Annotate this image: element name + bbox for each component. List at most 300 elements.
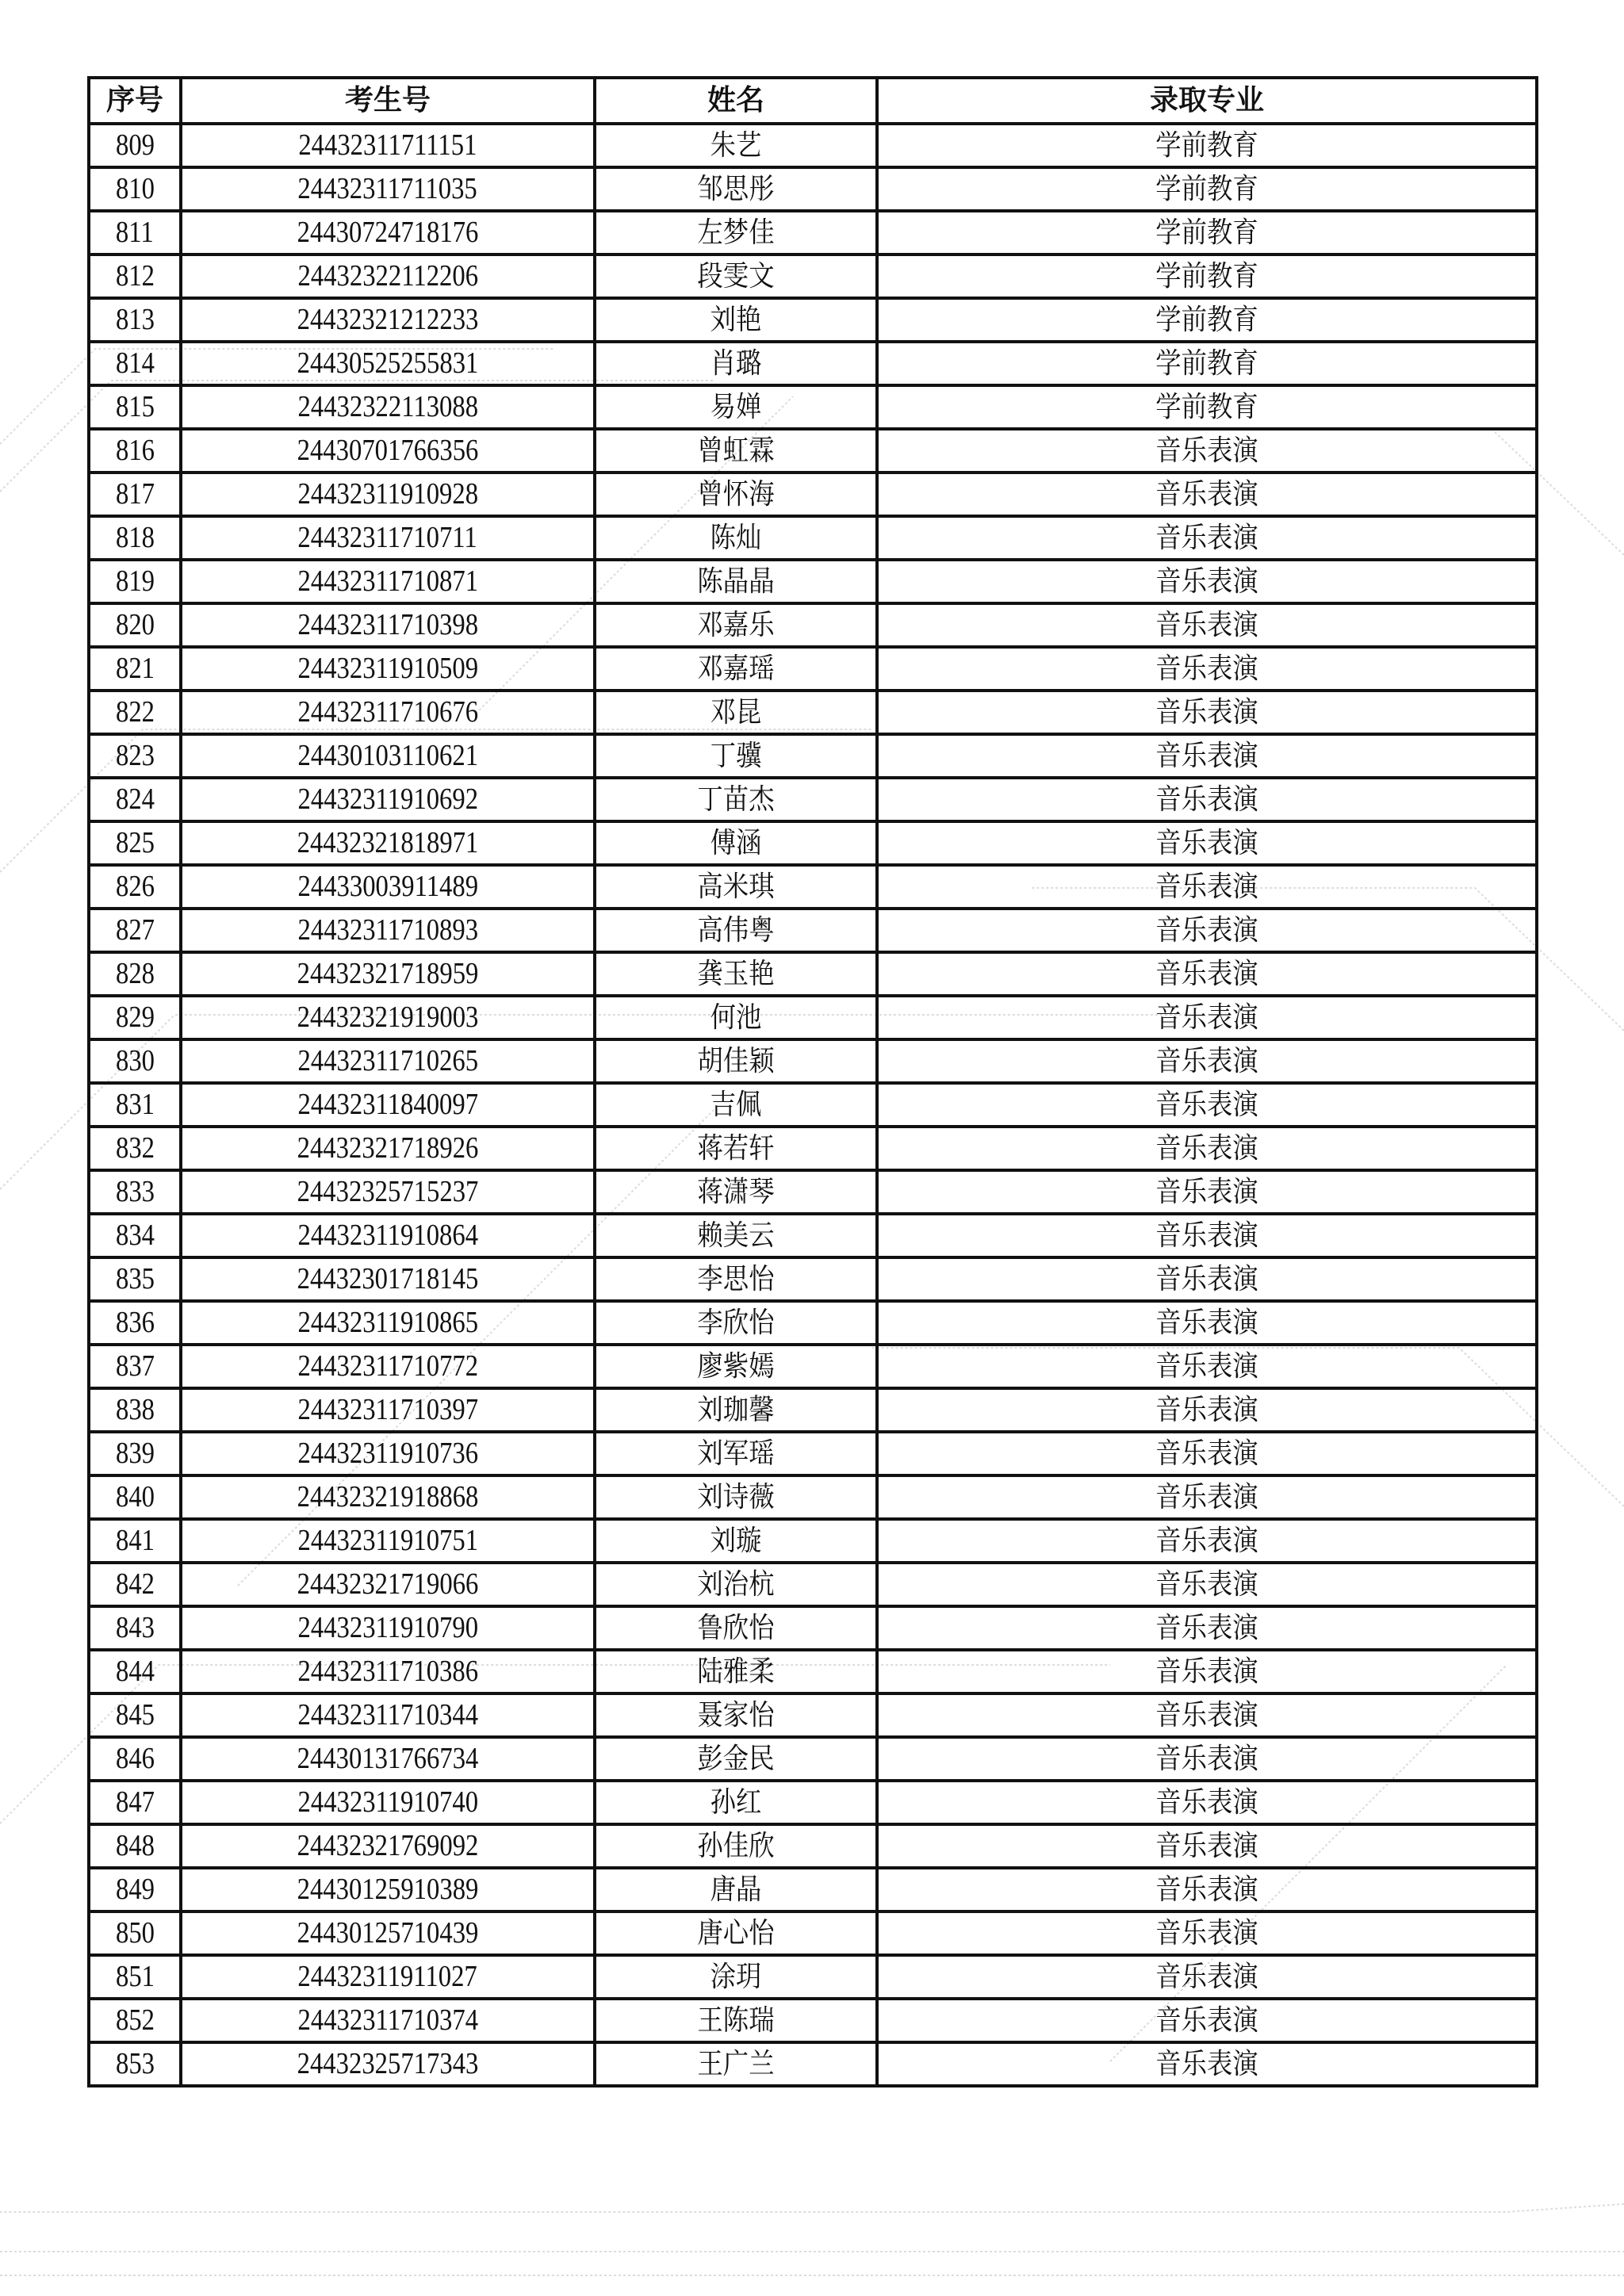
cell-seq — [89, 124, 181, 167]
cell-name — [595, 1214, 877, 1257]
cell-seq-text: 826 — [115, 870, 155, 903]
cell-name — [595, 996, 877, 1039]
cell-exam-id-text: 24432311910692 — [297, 783, 478, 816]
cell-seq — [89, 211, 181, 254]
cell-exam-id — [181, 342, 595, 385]
cell-seq — [89, 1737, 181, 1781]
cell-exam-id — [181, 647, 595, 691]
cell-seq — [89, 1257, 181, 1301]
cell-seq — [89, 1127, 181, 1170]
table-row — [89, 647, 1537, 691]
table-row — [89, 952, 1537, 996]
cell-seq-text: 839 — [115, 1437, 155, 1470]
cell-seq-text: 850 — [115, 1916, 155, 1950]
cell-exam-id-text: 24432311910865 — [297, 1306, 478, 1339]
cell-seq-text: 810 — [115, 172, 155, 205]
cell-exam-id-text: 24432322113088 — [297, 390, 478, 423]
cell-seq — [89, 952, 181, 996]
cell-exam-id — [181, 1345, 595, 1388]
cell-name-text: 鲁欣怡 — [697, 1612, 775, 1644]
cell-name-text: 陈灿 — [710, 522, 762, 554]
cell-name-text: 蒋若轩 — [697, 1132, 775, 1165]
cell-name — [595, 560, 877, 603]
cell-seq — [89, 778, 181, 821]
cell-name — [595, 473, 877, 516]
cell-exam-id — [181, 254, 595, 298]
table-row — [89, 1170, 1537, 1214]
cell-name-text: 龚玉艳 — [697, 958, 775, 990]
table-row — [89, 124, 1537, 167]
cell-major — [877, 211, 1537, 254]
cell-name — [595, 865, 877, 909]
cell-exam-id-text: 24432311710676 — [297, 695, 478, 729]
cell-exam-id — [181, 1432, 595, 1475]
cell-name — [595, 1039, 877, 1083]
cell-major — [877, 1519, 1537, 1563]
cell-major — [877, 1345, 1537, 1388]
cell-major — [877, 1563, 1537, 1606]
table-row — [89, 1781, 1537, 1824]
cell-name-text: 涂玥 — [710, 1961, 762, 1993]
table-row — [89, 996, 1537, 1039]
cell-exam-id-text: 24432311710386 — [297, 1655, 478, 1688]
cell-major-text: 音乐表演 — [1155, 1873, 1258, 1906]
cell-name — [595, 691, 877, 734]
cell-major-text: 音乐表演 — [1155, 522, 1258, 554]
cell-name-text: 胡佳颖 — [697, 1045, 775, 1077]
cell-exam-id-text: 24432311910509 — [297, 652, 478, 685]
cell-name-text: 肖璐 — [710, 347, 762, 380]
cell-exam-id-text: 24432311840097 — [297, 1088, 478, 1121]
cell-major — [877, 342, 1537, 385]
cell-major — [877, 647, 1537, 691]
cell-seq-text: 813 — [115, 303, 155, 336]
cell-seq-text: 823 — [115, 739, 155, 772]
cell-exam-id — [181, 1737, 595, 1781]
cell-name-text: 高米琪 — [697, 871, 775, 903]
cell-major-text: 音乐表演 — [1155, 1743, 1258, 1775]
table-row — [89, 560, 1537, 603]
cell-exam-id-text: 24432321918868 — [297, 1480, 479, 1513]
cell-major — [877, 1388, 1537, 1432]
cell-major-text: 音乐表演 — [1155, 696, 1258, 729]
cell-exam-id — [181, 1999, 595, 2042]
cell-exam-id — [181, 821, 595, 865]
cell-exam-id-text: 24432311910790 — [297, 1611, 478, 1644]
cell-name-text: 王陈瑞 — [697, 2004, 775, 2037]
cell-seq — [89, 1563, 181, 1606]
cell-name-text: 刘艳 — [710, 304, 762, 336]
cell-name-text: 聂家怡 — [697, 1699, 775, 1732]
cell-major — [877, 254, 1537, 298]
cell-name — [595, 1606, 877, 1650]
cell-seq — [89, 1388, 181, 1432]
cell-major — [877, 516, 1537, 560]
cell-major-text: 音乐表演 — [1155, 1830, 1258, 1862]
cell-name-text: 刘治杭 — [697, 1568, 775, 1601]
cell-seq-text: 820 — [115, 608, 155, 641]
cell-major-text: 音乐表演 — [1155, 871, 1258, 903]
cell-name — [595, 1345, 877, 1388]
cell-major-text: 音乐表演 — [1155, 1917, 1258, 1950]
cell-name — [595, 821, 877, 865]
cell-exam-id — [181, 1563, 595, 1606]
cell-seq — [89, 996, 181, 1039]
cell-exam-id — [181, 1519, 595, 1563]
cell-exam-id — [181, 298, 595, 342]
table-row — [89, 298, 1537, 342]
cell-seq — [89, 909, 181, 952]
cell-seq-text: 849 — [115, 1873, 155, 1906]
cell-major-text: 音乐表演 — [1155, 1481, 1258, 1513]
cell-exam-id — [181, 473, 595, 516]
cell-major-text: 音乐表演 — [1155, 609, 1258, 641]
cell-name-text: 曾虹霖 — [697, 434, 775, 467]
cell-major-text: 音乐表演 — [1155, 434, 1258, 467]
cell-name — [595, 1257, 877, 1301]
cell-exam-id — [181, 734, 595, 778]
cell-seq — [89, 385, 181, 429]
cell-major — [877, 1911, 1537, 1955]
cell-exam-id-text: 24430125710439 — [297, 1916, 479, 1950]
cell-name-text: 唐心怡 — [697, 1917, 775, 1950]
cell-seq — [89, 734, 181, 778]
cell-exam-id — [181, 1824, 595, 1868]
table-row — [89, 1868, 1537, 1911]
cell-seq — [89, 603, 181, 647]
cell-name-text: 丁骥 — [710, 740, 762, 772]
cell-name — [595, 2042, 877, 2086]
cell-exam-id-text: 24430131766734 — [297, 1742, 479, 1775]
cell-name — [595, 1519, 877, 1563]
cell-name — [595, 1650, 877, 1693]
cell-major-text: 音乐表演 — [1155, 1786, 1258, 1819]
cell-seq — [89, 1214, 181, 1257]
table-row — [89, 429, 1537, 473]
table-row — [89, 865, 1537, 909]
cell-major-text: 音乐表演 — [1155, 740, 1258, 772]
cell-seq-text: 812 — [115, 259, 155, 293]
cell-major-text: 音乐表演 — [1155, 958, 1258, 990]
cell-major — [877, 1214, 1537, 1257]
cell-exam-id — [181, 691, 595, 734]
cell-seq — [89, 1868, 181, 1911]
cell-major — [877, 1257, 1537, 1301]
cell-major-text: 音乐表演 — [1155, 1568, 1258, 1601]
cell-exam-id — [181, 996, 595, 1039]
cell-name — [595, 1737, 877, 1781]
cell-name — [595, 1127, 877, 1170]
cell-exam-id-text: 24430724718176 — [297, 216, 479, 249]
cell-seq-text: 831 — [115, 1088, 155, 1121]
cell-exam-id-text: 24430125910389 — [297, 1873, 479, 1906]
cell-seq-text: 822 — [115, 695, 155, 729]
cell-seq-text: 840 — [115, 1480, 155, 1513]
cell-seq-text: 818 — [115, 521, 155, 554]
cell-seq-text: 846 — [115, 1742, 155, 1775]
cell-name — [595, 342, 877, 385]
cell-major — [877, 298, 1537, 342]
cell-major-text: 音乐表演 — [1155, 652, 1258, 685]
cell-major-text: 音乐表演 — [1155, 1525, 1258, 1557]
cell-seq — [89, 1650, 181, 1693]
cell-seq-text: 835 — [115, 1262, 155, 1295]
header-seq: 序号 — [89, 78, 181, 124]
cell-exam-id-text: 24432321919003 — [297, 1001, 479, 1034]
cell-major-text: 学前教育 — [1155, 173, 1258, 205]
cell-seq — [89, 1693, 181, 1737]
cell-seq-text: 841 — [115, 1524, 155, 1557]
cell-exam-id-text: 24432325715237 — [297, 1175, 479, 1208]
cell-major-text: 音乐表演 — [1155, 914, 1258, 947]
cell-exam-id — [181, 1039, 595, 1083]
table-row — [89, 1650, 1537, 1693]
table-row — [89, 1257, 1537, 1301]
cell-major-text: 学前教育 — [1155, 347, 1258, 380]
cell-seq — [89, 1475, 181, 1519]
cell-seq-text: 847 — [115, 1785, 155, 1819]
cell-exam-id-text: 24432301718145 — [297, 1262, 479, 1295]
table-row — [89, 473, 1537, 516]
cell-seq-text: 817 — [115, 477, 155, 511]
table-row — [89, 1301, 1537, 1345]
cell-exam-id-text: 24432311710871 — [297, 564, 478, 598]
cell-major — [877, 1868, 1537, 1911]
table-header-row — [89, 78, 1537, 124]
cell-exam-id — [181, 385, 595, 429]
cell-major — [877, 1606, 1537, 1650]
cell-seq-text: 829 — [115, 1001, 155, 1034]
cell-name — [595, 1955, 877, 1999]
cell-exam-id — [181, 778, 595, 821]
cell-seq-text: 837 — [115, 1349, 155, 1383]
cell-major — [877, 1781, 1537, 1824]
table-row — [89, 1999, 1537, 2042]
cell-seq — [89, 298, 181, 342]
cell-seq — [89, 1781, 181, 1824]
cell-name-text: 邹思彤 — [697, 173, 775, 205]
cell-exam-id-text: 24432311711151 — [298, 128, 477, 162]
cell-seq — [89, 1519, 181, 1563]
cell-major — [877, 691, 1537, 734]
cell-major — [877, 909, 1537, 952]
cell-seq — [89, 1999, 181, 2042]
cell-major-text: 音乐表演 — [1155, 783, 1258, 816]
cell-name-text: 丁苗杰 — [697, 783, 775, 816]
cell-seq-text: 851 — [115, 1960, 155, 1993]
cell-exam-id-text: 24432321769092 — [297, 1829, 479, 1862]
cell-major-text: 音乐表演 — [1155, 1394, 1258, 1426]
cell-exam-id — [181, 1606, 595, 1650]
cell-seq-text: 830 — [115, 1044, 155, 1077]
cell-seq-text: 824 — [115, 783, 155, 816]
cell-major-text: 音乐表演 — [1155, 1132, 1258, 1165]
table-row — [89, 1563, 1537, 1606]
cell-name-text: 李思怡 — [697, 1263, 775, 1295]
cell-major — [877, 778, 1537, 821]
cell-name — [595, 1781, 877, 1824]
cell-name-text: 何池 — [710, 1001, 762, 1034]
cell-seq — [89, 1432, 181, 1475]
cell-exam-id-text: 24432311710772 — [297, 1349, 478, 1383]
table-row — [89, 1432, 1537, 1475]
cell-name — [595, 1083, 877, 1127]
cell-major — [877, 1039, 1537, 1083]
cell-major — [877, 167, 1537, 211]
cell-exam-id-text: 24432321212233 — [297, 303, 479, 336]
cell-name-text: 王广兰 — [697, 2048, 775, 2080]
cell-exam-id — [181, 1388, 595, 1432]
table-row — [89, 1127, 1537, 1170]
table-row — [89, 734, 1537, 778]
table-row — [89, 778, 1537, 821]
admission-list-sheet — [87, 76, 1535, 2087]
cell-major — [877, 1170, 1537, 1214]
cell-major — [877, 1955, 1537, 1999]
cell-exam-id-text: 24432311910751 — [297, 1524, 478, 1557]
cell-major — [877, 1650, 1537, 1693]
cell-exam-id-text: 24433003911489 — [297, 870, 478, 903]
cell-seq — [89, 691, 181, 734]
cell-major-text: 音乐表演 — [1155, 2004, 1258, 2037]
cell-major-text: 音乐表演 — [1155, 827, 1258, 859]
cell-seq-text: 832 — [115, 1131, 155, 1165]
cell-name-text: 赖美云 — [697, 1219, 775, 1252]
cell-name-text: 廖紫嫣 — [697, 1350, 775, 1383]
cell-major — [877, 1693, 1537, 1737]
cell-name — [595, 1911, 877, 1955]
cell-seq — [89, 1301, 181, 1345]
cell-major — [877, 1083, 1537, 1127]
cell-exam-id-text: 24432311711035 — [297, 172, 478, 205]
cell-name — [595, 167, 877, 211]
cell-exam-id-text: 24432321818971 — [297, 826, 479, 859]
cell-exam-id-text: 24432311710374 — [297, 2003, 478, 2037]
cell-exam-id-text: 24432311710265 — [297, 1044, 478, 1077]
cell-name — [595, 778, 877, 821]
cell-seq — [89, 1170, 181, 1214]
cell-name — [595, 1388, 877, 1432]
cell-name-text: 吉佩 — [710, 1089, 762, 1121]
cell-seq-text: 842 — [115, 1567, 155, 1601]
cell-name — [595, 647, 877, 691]
cell-major — [877, 473, 1537, 516]
cell-major — [877, 1999, 1537, 2042]
cell-major-text: 音乐表演 — [1155, 1961, 1258, 1993]
cell-major — [877, 2042, 1537, 2086]
cell-name — [595, 1824, 877, 1868]
cell-name-text: 邓嘉乐 — [697, 609, 775, 641]
cell-name — [595, 1475, 877, 1519]
cell-seq — [89, 1824, 181, 1868]
cell-exam-id — [181, 167, 595, 211]
cell-seq — [89, 865, 181, 909]
cell-seq-text: 836 — [115, 1306, 155, 1339]
cell-exam-id — [181, 1955, 595, 1999]
cell-seq — [89, 1911, 181, 1955]
cell-name — [595, 124, 877, 167]
cell-exam-id-text: 24432311910864 — [297, 1219, 478, 1252]
cell-major — [877, 385, 1537, 429]
cell-seq-text: 848 — [115, 1829, 155, 1862]
cell-seq-text: 819 — [115, 564, 155, 598]
cell-name-text: 蒋潇琴 — [697, 1176, 775, 1208]
cell-major — [877, 996, 1537, 1039]
table-row — [89, 385, 1537, 429]
cell-seq-text: 811 — [116, 216, 154, 249]
cell-major — [877, 865, 1537, 909]
cell-name — [595, 734, 877, 778]
cell-seq — [89, 516, 181, 560]
cell-exam-id-text: 24430525255831 — [297, 346, 479, 380]
cell-seq — [89, 254, 181, 298]
cell-major — [877, 1824, 1537, 1868]
table-row — [89, 516, 1537, 560]
cell-major — [877, 1737, 1537, 1781]
cell-name-text: 孙红 — [710, 1786, 762, 1819]
cell-name-text: 左梦佳 — [697, 216, 775, 249]
cell-exam-id — [181, 1868, 595, 1911]
cell-major — [877, 1475, 1537, 1519]
cell-exam-id — [181, 2042, 595, 2086]
cell-name-text: 刘珈馨 — [697, 1394, 775, 1426]
cell-seq — [89, 1606, 181, 1650]
cell-major — [877, 1127, 1537, 1170]
cell-seq-text: 825 — [115, 826, 155, 859]
cell-seq — [89, 821, 181, 865]
cell-seq-text: 843 — [115, 1611, 155, 1644]
cell-seq — [89, 1083, 181, 1127]
cell-major — [877, 124, 1537, 167]
cell-exam-id-text: 24432311911027 — [297, 1960, 478, 1993]
cell-major-text: 音乐表演 — [1155, 1176, 1258, 1208]
cell-major-text: 音乐表演 — [1155, 1001, 1258, 1034]
header-name: 姓名 — [595, 78, 877, 124]
cell-seq-text: 827 — [115, 913, 155, 947]
cell-name — [595, 1999, 877, 2042]
table-row — [89, 1911, 1537, 1955]
cell-exam-id — [181, 516, 595, 560]
cell-exam-id-text: 24432322112206 — [297, 259, 478, 293]
cell-exam-id — [181, 603, 595, 647]
cell-exam-id — [181, 952, 595, 996]
cell-name — [595, 254, 877, 298]
cell-name-text: 唐晶 — [710, 1873, 762, 1906]
cell-exam-id — [181, 1127, 595, 1170]
cell-seq — [89, 429, 181, 473]
cell-name-text: 邓嘉瑶 — [697, 652, 775, 685]
table-row — [89, 167, 1537, 211]
cell-seq-text: 844 — [115, 1655, 155, 1688]
cell-exam-id-text: 24432321718959 — [297, 957, 479, 990]
cell-major-text: 音乐表演 — [1155, 565, 1258, 598]
cell-major-text: 音乐表演 — [1155, 1263, 1258, 1295]
cell-exam-id — [181, 1650, 595, 1693]
cell-name-text: 彭金民 — [697, 1743, 775, 1775]
cell-seq-text: 853 — [115, 2047, 155, 2080]
cell-exam-id — [181, 909, 595, 952]
header-major: 录取专业 — [877, 78, 1537, 124]
table-row — [89, 1824, 1537, 1868]
cell-major-text: 音乐表演 — [1155, 1350, 1258, 1383]
cell-major-text: 音乐表演 — [1155, 1699, 1258, 1732]
cell-name — [595, 1432, 877, 1475]
cell-major-text: 音乐表演 — [1155, 1045, 1258, 1077]
cell-exam-id-text: 24432311910740 — [297, 1785, 478, 1819]
cell-name-text: 陆雅柔 — [697, 1655, 775, 1688]
cell-major — [877, 734, 1537, 778]
cell-name-text: 段雯文 — [697, 260, 775, 293]
